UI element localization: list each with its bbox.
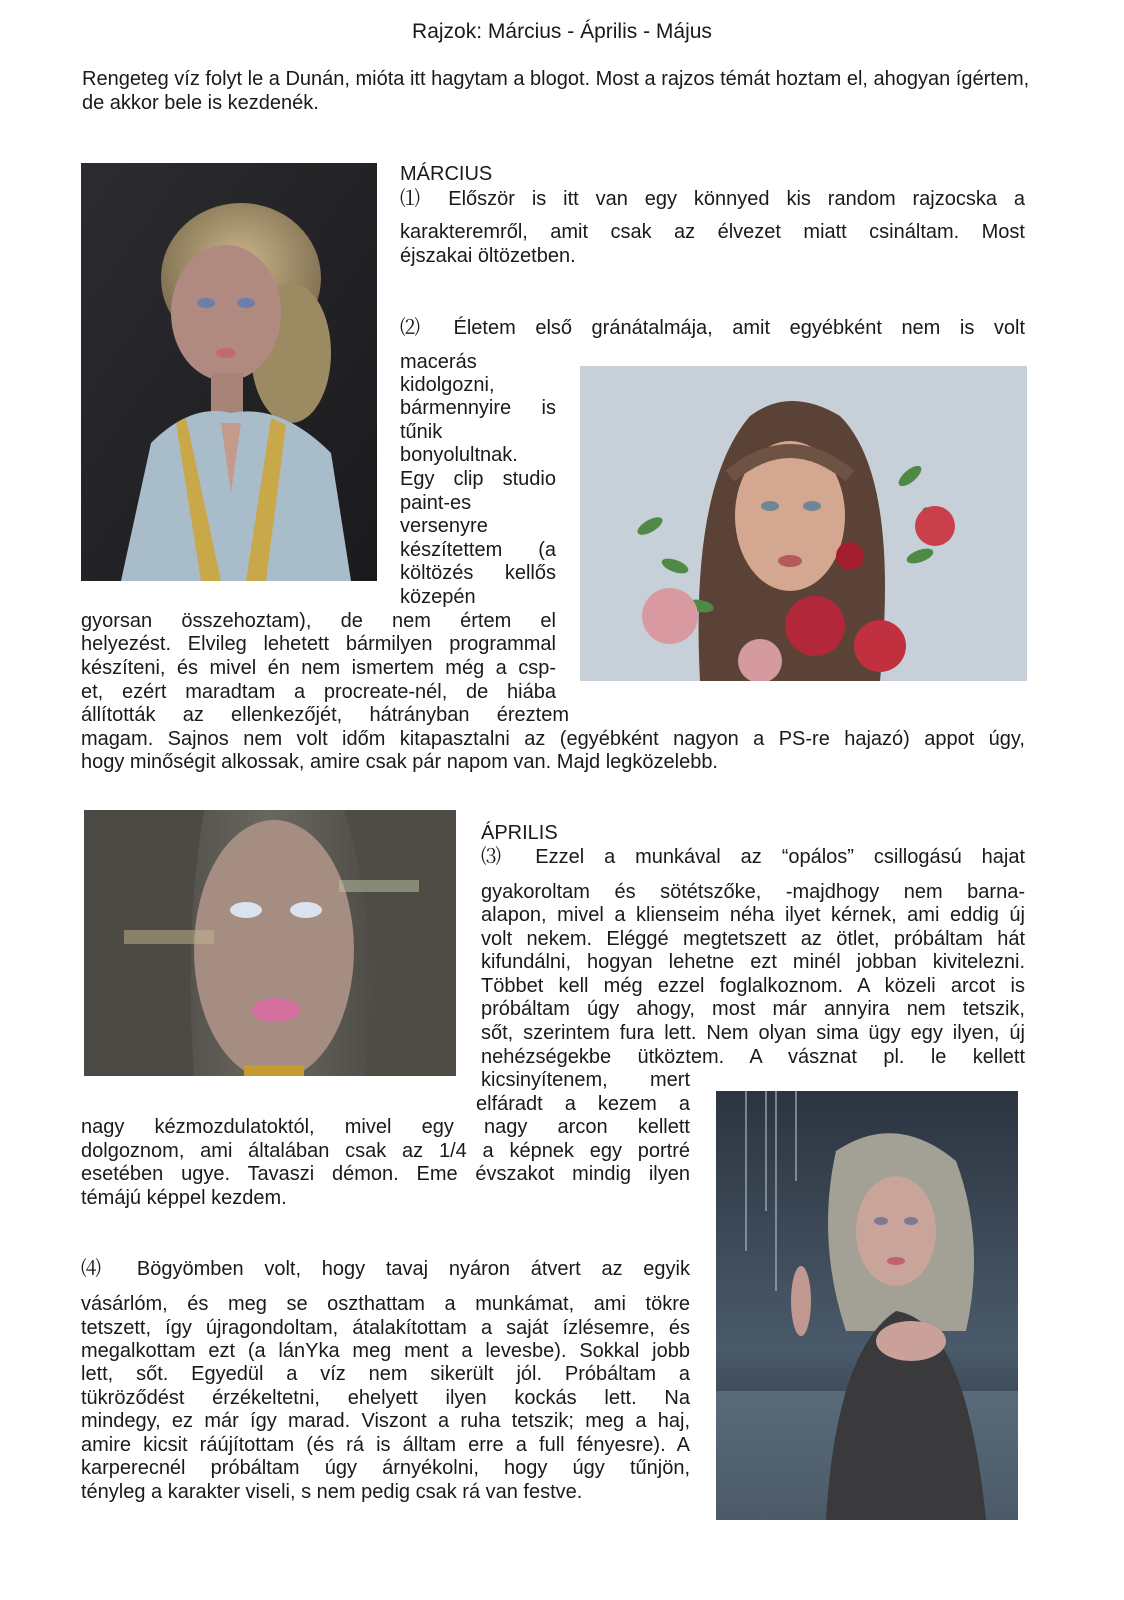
section-heading-aprilis: ÁPRILIS <box>481 822 558 844</box>
artwork-image-2 <box>580 366 1027 681</box>
paragraph-4-line: karperecnél próbáltam úgy árnyékolni, hogy úgy tűnjön, <box>81 1457 690 1479</box>
paragraph-3-line: gyakoroltam és sötétszőke, -majdhogy nem barna- <box>481 881 1025 903</box>
paragraph-3-line: kifundálni, hogyan lehetne ezt minél jobban kivitelezni. <box>481 951 1025 973</box>
paragraph-4-line: megalkottam ezt (a lánYka meg ment a levesbe). Sokkal jobb <box>81 1340 690 1362</box>
paragraph-1-line: karakteremről, amit csak az élvezet miatt csináltam. Most <box>400 221 1025 243</box>
paragraph-2-line: készítettem (a <box>400 539 556 561</box>
page-title: Rajzok: Március - Április - Május <box>412 20 712 43</box>
paragraph-4-line: amire kicsit ráújítottam (és rá is álltam erre a full fényesre). A <box>81 1434 690 1456</box>
intro-paragraph: Rengeteg víz folyt le a Dunán, mióta itt hagytam a blogot. Most a rajzos témát hoztam el, ahogyan ígértem, de akkor bele is kezdenék. <box>82 68 1030 114</box>
paragraph-3-line: ⑶ Ezzel a munkával az “opálos” csillogású hajat <box>481 846 1025 868</box>
paragraph-3-line: dolgoznom, ami általában csak az 1/4 a képnek egy portré <box>81 1140 690 1162</box>
paragraph-1-line: éjszakai öltözetben. <box>400 245 576 267</box>
paragraph-4-line: tényleg a karakter viseli, s nem pedig csak rá van festve. <box>81 1481 583 1503</box>
paragraph-2-line: készíteni, és mivel én nem ismertem még a csp- <box>81 657 556 679</box>
paragraph-2-line: magam. Sajnos nem volt időm kitapasztalni az (egyébként nagyon a PS-re hajazó) appot úgy, <box>81 728 1025 750</box>
paragraph-2-line: költözés kellős <box>400 562 556 584</box>
paragraph-2-line: macerás <box>400 351 477 373</box>
paragraph-3-line: volt nekem. Eléggé megtetszett az ötlet, próbáltam hát <box>481 928 1025 950</box>
artwork-image-1 <box>81 163 377 581</box>
paragraph-2-line: közepén <box>400 586 476 608</box>
paragraph-3-line: sőt, szerintem fura lett. Nem olyan sima ügy egy ilyen, új <box>481 1022 1025 1044</box>
paragraph-3-line: nehézségekbe ütköztem. A vásznat pl. le kellett <box>481 1046 1025 1068</box>
paragraph-2-line: állították az ellenkezőjét, hátrányban éreztem <box>81 704 569 726</box>
paragraph-2-line: gyorsan összehoztam), de nem értem el <box>81 610 556 632</box>
paragraph-3-line: nagy kézmozdulatoktól, mivel egy nagy arcon kellett <box>81 1116 690 1138</box>
paragraph-2-line: hogy minőségit alkossak, amire csak pár napom van. Majd legközelebb. <box>81 751 718 773</box>
paragraph-1-line: ⑴ Először is itt van egy könnyed kis random rajzocska a <box>400 188 1025 210</box>
paragraph-2-line: paint-es <box>400 492 472 514</box>
paragraph-2-line: tűnik <box>400 421 443 443</box>
paragraph-2-line: et, ezért maradtam a procreate-nél, de hiába <box>81 681 556 703</box>
paragraph-2-line: bármennyire is <box>400 397 556 419</box>
paragraph-3-line: alapon, mivel a klienseim néha ilyet kérnek, ami eddig új <box>481 904 1025 926</box>
paragraph-4-line: ⑷ Bögyömben volt, hogy tavaj nyáron átvert az egyik <box>81 1258 690 1280</box>
artwork-image-4 <box>716 1091 1018 1520</box>
paragraph-2-line: helyezést. Elvileg lehetett bármilyen programmal <box>81 633 556 655</box>
paragraph-4-line: lett, sőt. Egyedül a víz nem sikerült jól. Próbáltam a <box>81 1363 690 1385</box>
paragraph-4-line: mindegy, ez már így marad. Viszont a ruha tetszik; meg a haj, <box>81 1410 690 1432</box>
paragraph-3-line: témájú képpel kezdem. <box>81 1187 287 1209</box>
paragraph-3-line: Többet kell még ezzel foglalkoznom. A közeli arcot is <box>481 975 1025 997</box>
paragraph-4-line: tükröződést érzékeltetni, ehelyett ilyen kockás lett. Na <box>81 1387 690 1409</box>
paragraph-3-line: kicsinyítenem, mert <box>481 1069 690 1091</box>
paragraph-2-line: ⑵ Életem első gránátalmája, amit egyébként nem is volt <box>400 317 1025 339</box>
paragraph-2-line: kidolgozni, <box>400 374 495 396</box>
paragraph-3-line: elfáradt a kezem a <box>476 1093 690 1115</box>
paragraph-3-line: próbáltam úgy ahogy, most már annyira nem tetszik, <box>481 998 1025 1020</box>
section-heading-marcius: MÁRCIUS <box>400 163 493 185</box>
paragraph-4-line: tetszett, így újragondoltam, átalakítottam a saját ízlésemre, és <box>81 1317 690 1339</box>
paragraph-4-line: vásárlóm, és meg se oszthattam a munkámat, ami tökre <box>81 1293 690 1315</box>
paragraph-2-line: bonyolultnak. <box>400 444 518 466</box>
paragraph-3-line: esetében ugye. Tavaszi démon. Eme évszakot mindig ilyen <box>81 1163 690 1185</box>
paragraph-2-line: Egy clip studio <box>400 468 556 490</box>
paragraph-2-line: versenyre <box>400 515 488 537</box>
artwork-image-3 <box>84 810 456 1076</box>
